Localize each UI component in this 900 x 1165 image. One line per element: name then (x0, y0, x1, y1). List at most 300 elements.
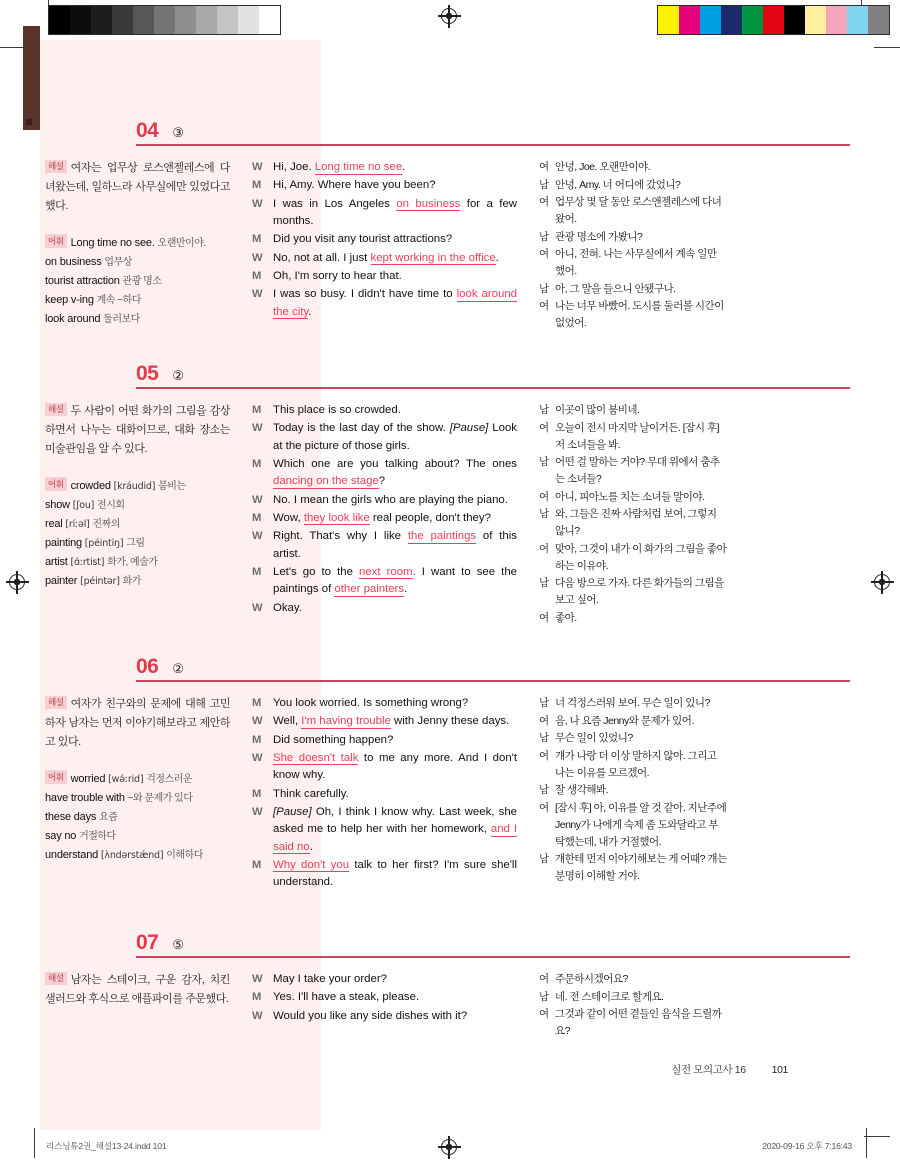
vocabulary-badge: 어휘 (45, 234, 67, 248)
utterance-fragment: Well, (273, 715, 302, 728)
translation-text: [잠시 후] 아, 이유를 알 것 같아. 지난주에 Jenny가 나에게 숙제 좀 도와달라고 부탁했는데, 내가 거절했어. (555, 801, 727, 848)
key-phrase-highlight: look around the city (273, 288, 517, 318)
vocab-meaning: 붐비는 (158, 480, 186, 492)
translation-line (539, 177, 727, 194)
script-column (230, 971, 517, 1041)
translation-line (539, 971, 727, 988)
utterance-fragment: Would you like any side dishes with it? (273, 1009, 468, 1022)
translation-speaker-label: 남 (539, 230, 549, 243)
explanation-badge: 해설 (45, 160, 67, 174)
speaker-label: W (252, 197, 263, 210)
vocabulary-entry (45, 553, 230, 572)
vocabulary-entry (45, 272, 230, 291)
utterance-fragment: real people, don't they? (369, 511, 491, 524)
explanation-badge: 해설 (45, 696, 67, 710)
utterance-text (273, 196, 517, 231)
speaker-label: M (252, 457, 262, 470)
explanation-text-block (45, 971, 230, 1009)
explanation-inner (45, 402, 230, 591)
explanation-inner (45, 695, 230, 865)
utterance-fragment: Did something happen? (273, 733, 394, 746)
utterance-fragment: . (495, 251, 499, 264)
utterance-fragment: Which one are you talking about? The ones (273, 457, 517, 470)
key-phrase-highlight: dancing on the stage (273, 475, 379, 488)
answer-section (40, 641, 860, 893)
vocabulary-entry (45, 808, 230, 827)
script-line (252, 231, 517, 248)
vocabulary-badge: 어휘 (45, 477, 67, 491)
utterance-text (273, 786, 517, 803)
translation-text: 좋아. (555, 611, 577, 624)
vocab-meaning: 관광 명소 (122, 275, 162, 287)
script-line (252, 564, 517, 599)
print-slug-filename: 리스닝튜2권_해설13-24.indd 101 (46, 1141, 167, 1151)
script-line (252, 177, 517, 194)
translation-column (517, 159, 727, 333)
translation-text: 나는 너무 바빴어. 도시를 둘러볼 시간이 없었어. (555, 300, 724, 329)
utterance-fragment: Right. That's why I like (273, 530, 408, 543)
translation-speaker-label: 남 (539, 456, 549, 468)
utterance-fragment: Yes. I'll have a steak, please. (273, 991, 420, 1004)
speaker-label: W (252, 973, 263, 985)
translation-line (539, 610, 727, 627)
translation-column (517, 695, 727, 893)
vocab-word: tourist attraction (45, 274, 120, 287)
translation-text: 다음 방으로 가자. 다른 화가들의 그림을 보고 싶어. (555, 577, 724, 606)
translation-text: 음, 나 요즘 Jenny와 문제가 있어. (555, 714, 694, 727)
utterance-text (273, 177, 517, 194)
translation-text: 걔한테 먼저 이야기해보는 게 어때? 걔는 분명히 이해할 거야. (555, 853, 727, 882)
speaker-label: W (252, 601, 263, 614)
section-header (40, 917, 860, 953)
question-number: 06 (136, 655, 159, 678)
speaker-label: W (252, 288, 263, 301)
utterance-fragment: Oh, I'm sorry to hear that. (273, 269, 402, 282)
utterance-text (273, 402, 517, 419)
translation-line (539, 851, 727, 885)
explanation-badge: 해설 (45, 403, 67, 417)
translation-text: 그것과 같이 어떤 곁들인 음식을 드릴까요? (555, 1008, 722, 1037)
translation-text: 네. 전 스테이크로 할게요. (555, 990, 664, 1003)
translation-line (539, 1006, 727, 1040)
utterance-fragment: talk to her first? I'm sure she'll understand. (273, 858, 517, 889)
key-phrase-highlight: and I said no (273, 823, 517, 853)
script-line (252, 804, 517, 856)
utterance-text (273, 804, 517, 856)
key-phrase-highlight: next room (359, 565, 413, 578)
script-column (230, 402, 517, 627)
utterance-text (273, 857, 517, 892)
question-number: 07 (136, 931, 159, 954)
utterance-fragment: I was so busy. I didn't have time to (273, 288, 457, 301)
speaker-label: W (252, 422, 263, 435)
utterance-fragment: No. I mean the girls who are playing the piano. (273, 493, 508, 506)
utterance-text (273, 564, 517, 599)
translation-column (517, 971, 727, 1041)
translation-speaker-label: 여 (539, 801, 549, 814)
script-column (230, 159, 517, 333)
script-line (252, 456, 517, 491)
vocabulary-list (45, 770, 230, 866)
vocabulary-entry (45, 253, 230, 272)
explanation-text: 여자는 업무상 로스앤젤레스에 다녀왔는데, 일하느라 사무실에만 있었다고 했다. (45, 162, 230, 212)
speaker-label: W (252, 1009, 263, 1022)
vocab-pronunciation: [péintər] (80, 576, 120, 588)
vocabulary-entry (45, 572, 230, 591)
vocab-word: crowded (70, 479, 111, 492)
translation-text: 관광 명소에 가봤니? (555, 230, 643, 243)
utterance-fragment: Did you visit any tourist attractions? (273, 233, 453, 246)
translation-line (539, 989, 727, 1006)
vocab-meaning: 걱정스러운 (146, 773, 193, 785)
translation-column (517, 402, 727, 627)
utterance-text (273, 695, 517, 712)
correct-answer: ② (172, 661, 185, 676)
vocab-meaning: 이해하다 (166, 850, 203, 862)
utterance-text (273, 750, 517, 785)
key-phrase-highlight: kept working in the office (370, 251, 496, 264)
translation-line (539, 402, 727, 419)
translation-line (539, 713, 727, 730)
vocab-pronunciation: [ríːəl] (65, 518, 90, 530)
key-phrase-highlight: She doesn't talk (273, 751, 359, 764)
speaker-label: M (252, 233, 262, 246)
script-line (252, 786, 517, 803)
answer-section (40, 105, 860, 333)
vocab-meaning: 둘러보다 (103, 314, 140, 326)
utterance-text (273, 420, 517, 455)
correct-answer: ③ (172, 125, 185, 140)
script-column (230, 695, 517, 893)
script-line (252, 268, 517, 285)
key-phrase-highlight: Why don't you (273, 858, 350, 871)
speaker-label: M (252, 858, 262, 871)
utterance-fragment: . (309, 840, 313, 853)
script-line (252, 971, 517, 988)
translation-speaker-label: 여 (539, 490, 549, 503)
vocab-word: show (45, 498, 70, 511)
translation-line (539, 159, 727, 176)
translation-text: 주문하시겠어요? (555, 973, 628, 985)
speaker-label: W (252, 530, 263, 543)
vocab-meaning: 그림 (126, 538, 145, 550)
vocab-meaning: 전시회 (97, 499, 125, 511)
utterance-text (273, 250, 517, 267)
translation-speaker-label: 여 (539, 1008, 549, 1020)
utterance-text (273, 971, 517, 988)
vocab-word: painting (45, 537, 82, 550)
key-phrase-highlight: Long time no see (314, 161, 403, 173)
speaker-label: W (252, 251, 263, 264)
section-header (40, 641, 860, 677)
vocab-pronunciation: [kráudid] (113, 480, 156, 492)
question-number: 05 (136, 362, 159, 385)
utterance-text (273, 1008, 517, 1025)
utterance-fragment: Wow, (273, 511, 304, 524)
vocab-pronunciation: [ɑ́ːrtist] (70, 557, 105, 569)
translation-speaker-label: 남 (539, 508, 549, 520)
explanation-text-block (45, 159, 230, 216)
translation-speaker-label: 여 (539, 542, 549, 555)
explanation-column (40, 159, 230, 333)
translation-line (539, 246, 727, 280)
translation-line (539, 748, 727, 782)
vocab-pronunciation: [ʃou] (72, 499, 95, 511)
explanation-column (40, 971, 230, 1041)
utterance-text (273, 268, 517, 285)
explanation-inner (45, 159, 230, 329)
translation-text: 안녕, Amy. 너 어디에 갔었니? (555, 178, 681, 191)
page-number: 101 (771, 1064, 788, 1076)
translation-speaker-label: 남 (539, 784, 549, 796)
utterance-text (273, 600, 517, 617)
translation-line (539, 541, 727, 575)
explanation-column (40, 402, 230, 627)
speaker-label: W (252, 493, 263, 506)
vocab-word: look around (45, 313, 101, 326)
utterance-fragment: Oh, I think I know why. Last week, she asked me to help her with her homework, (273, 805, 517, 836)
page-footer (671, 1062, 788, 1077)
explanation-text-block (45, 402, 230, 459)
vocab-word: keep v-ing (45, 294, 94, 307)
translation-line (539, 575, 727, 609)
utterance-fragment: Let's go to the (273, 565, 359, 578)
correct-answer: ② (172, 368, 185, 383)
utterance-text (273, 159, 517, 176)
speaker-label: W (252, 715, 263, 728)
vocabulary-entry (45, 477, 230, 496)
translation-speaker-label: 여 (539, 611, 549, 624)
vocab-word: painter (45, 575, 78, 588)
explanation-column (40, 695, 230, 893)
translation-speaker-label: 여 (539, 161, 549, 173)
vocab-meaning: 업무상 (104, 256, 132, 268)
stage-direction: [Pause] (273, 805, 312, 818)
translation-speaker-label: 남 (539, 282, 549, 295)
utterance-text (273, 989, 517, 1006)
vocab-word: understand (45, 849, 99, 862)
question-number: 04 (136, 119, 159, 142)
vocabulary-entry (45, 827, 230, 846)
translation-speaker-label: 여 (539, 248, 549, 260)
translation-text: 안녕, Joe. 오랜만이야. (555, 161, 651, 173)
translation-line (539, 281, 727, 298)
vocabulary-entry (45, 234, 230, 253)
script-line (252, 159, 517, 176)
script-line (252, 528, 517, 563)
stage-direction: [Pause] (449, 422, 489, 435)
translation-text: 이곳이 많이 붐비네. (555, 404, 640, 416)
script-line (252, 750, 517, 785)
translation-speaker-label: 남 (539, 853, 549, 865)
vocabulary-entry (45, 310, 230, 329)
vocab-meaning: 계속 ~하다 (96, 295, 141, 307)
utterance-fragment: This place is so crowded. (273, 404, 401, 416)
script-line (252, 857, 517, 892)
vocabulary-entry (45, 789, 230, 808)
answer-section (40, 917, 860, 1041)
translation-text: 업무상 몇 달 동안 로스앤젤레스에 다녀왔어. (555, 196, 722, 225)
vocabulary-entry (45, 515, 230, 534)
translation-speaker-label: 남 (539, 404, 549, 416)
speaker-label: M (252, 697, 262, 709)
speaker-label: M (252, 269, 262, 282)
speaker-label: M (252, 991, 262, 1004)
script-line (252, 492, 517, 509)
translation-text: 걔가 나랑 더 이상 말하지 않아. 그리고 나는 이유를 모르겠어. (555, 749, 717, 779)
utterance-text (273, 231, 517, 248)
utterance-fragment: Hi, Amy. Where have you been? (273, 179, 436, 192)
utterance-fragment: with Jenny these days. (390, 715, 510, 728)
translation-speaker-label: 남 (539, 178, 549, 191)
vocabulary-entry (45, 534, 230, 553)
utterance-fragment: Think carefully. (273, 787, 349, 800)
explanation-inner (45, 971, 230, 1009)
vocab-word: on business (45, 255, 102, 268)
speaker-label: M (252, 565, 262, 578)
vocabulary-entry (45, 846, 230, 865)
translation-line (539, 420, 727, 454)
vocabulary-list (45, 477, 230, 592)
utterance-text (273, 456, 517, 491)
explanation-text: 남자는 스테이크, 구운 감자, 치킨 샐러드와 후식으로 애플파이를 주문했다. (45, 974, 230, 1005)
key-phrase-highlight: other painters (334, 583, 405, 596)
explanation-text: 여자가 친구와의 문제에 대해 고민하자 남자는 먼저 이야기해보라고 제안하고 있다. (45, 698, 230, 748)
vocab-meaning: 오랜만이야. (157, 237, 206, 249)
translation-speaker-label: 여 (539, 196, 549, 208)
translation-text: 아, 그 말을 들으니 안됐구나. (555, 282, 676, 295)
translation-speaker-label: 여 (539, 973, 549, 985)
utterance-fragment: Today is the last day of the show. (273, 422, 450, 435)
section-body (40, 953, 860, 1041)
vocab-meaning: 화가, 예술가 (107, 557, 158, 569)
vocabulary-entry (45, 496, 230, 515)
utterance-fragment: Look at the picture of those girls. (273, 422, 517, 452)
translation-text: 와, 그들은 진짜 사람처럼 보여, 그렇지 않니? (555, 508, 717, 537)
speaker-label: W (252, 161, 263, 173)
translation-line (539, 506, 727, 540)
vocab-word: Long time no see. (70, 236, 155, 249)
speaker-label: W (252, 805, 263, 818)
vocabulary-entry (45, 770, 230, 789)
script-line (252, 510, 517, 527)
script-line (252, 1008, 517, 1025)
footer-title: 실전 모의고사 16 (671, 1064, 746, 1076)
utterance-fragment: . I want to see the paintings of (273, 565, 517, 596)
utterance-fragment: I was in Los Angeles (273, 197, 397, 210)
vocab-word: have trouble with (45, 791, 125, 804)
translation-text: 아니, 전혀. 나는 사무실에서 계속 일만 했어. (555, 248, 717, 277)
vocab-meaning: 요즘 (99, 811, 118, 823)
translation-speaker-label: 여 (539, 714, 549, 727)
utterance-fragment: for a few months. (273, 197, 517, 227)
explanation-text: 두 사람이 어떤 화가의 그림을 감상하면서 나누는 대화이므로, 대화 장소는 미술관임을 알 수 있다. (45, 405, 230, 455)
utterance-text (273, 286, 517, 321)
utterance-text (273, 492, 517, 509)
utterance-text (273, 528, 517, 563)
vocab-word: worried (70, 772, 106, 785)
utterance-fragment: Okay. (273, 601, 302, 614)
translation-speaker-label: 여 (539, 749, 549, 762)
vocab-word: artist (45, 556, 68, 569)
translation-line (539, 229, 727, 246)
translation-line (539, 489, 727, 506)
speaker-label: M (252, 733, 262, 746)
script-line (252, 713, 517, 730)
translation-speaker-label: 남 (539, 577, 549, 589)
script-line (252, 695, 517, 712)
correct-answer: ⑤ (172, 937, 185, 952)
translation-line (539, 730, 727, 747)
translation-speaker-label: 남 (539, 697, 549, 709)
section-body (40, 141, 860, 333)
utterance-fragment: . (308, 305, 312, 318)
script-line (252, 250, 517, 267)
translation-text: 어떤 걸 말하는 거야? 무대 위에서 춤추는 소녀들? (555, 456, 720, 485)
speaker-label: M (252, 511, 262, 524)
explanation-badge: 해설 (45, 972, 67, 986)
print-slug-timestamp: 2020-09-16 오후 7:16:43 (762, 1141, 852, 1151)
speaker-label: M (252, 787, 262, 800)
section-body (40, 384, 860, 627)
translation-text: 무슨 일이 있었니? (555, 732, 633, 744)
utterance-fragment: No, not at all. I just (273, 251, 371, 264)
speaker-label: M (252, 404, 262, 416)
utterance-fragment: . (402, 161, 406, 173)
translation-text: 너 걱정스러워 보여. 무슨 일이 있니? (555, 697, 710, 709)
translation-text: 맞아, 그것이 내가 이 화가의 그림을 좋아하는 이유야. (555, 542, 727, 572)
key-phrase-highlight: on business (396, 197, 461, 210)
vocab-pronunciation: [péintiŋ] (84, 538, 124, 550)
translation-speaker-label: 남 (539, 990, 549, 1003)
translation-line (539, 454, 727, 488)
utterance-fragment: ? (378, 475, 386, 488)
translation-speaker-label: 여 (539, 300, 549, 312)
script-line (252, 420, 517, 455)
vocab-word: real (45, 517, 63, 530)
utterance-fragment: You look worried. Is something wrong? (273, 697, 469, 709)
translation-line (539, 695, 727, 712)
key-phrase-highlight: the paintings (407, 530, 477, 543)
utterance-fragment: May I take your order? (273, 973, 387, 985)
utterance-fragment: . (404, 583, 408, 596)
speaker-label: W (252, 751, 263, 764)
speaker-label: M (252, 179, 262, 192)
utterance-fragment: of this artist. (273, 530, 517, 560)
translation-speaker-label: 남 (539, 732, 549, 744)
utterance-text (273, 732, 517, 749)
script-line (252, 600, 517, 617)
vocab-pronunciation: [wə́ːrid] (108, 773, 144, 785)
script-line (252, 989, 517, 1006)
utterance-fragment: to me any more. And I don't know why. (273, 751, 517, 782)
translation-text: 오늘이 전시 마지막 날이거든. [잠시 후] 저 소녀들을 봐. (555, 421, 719, 451)
section-body (40, 677, 860, 893)
vocab-word: these days (45, 810, 97, 823)
answer-section (40, 348, 860, 627)
translation-line (539, 194, 727, 228)
script-line (252, 196, 517, 231)
vocab-meaning: 거절하다 (79, 831, 116, 843)
vocab-meaning: ~와 문제가 있다 (127, 792, 193, 804)
utterance-text (273, 713, 517, 730)
script-line (252, 286, 517, 321)
vocab-meaning: 화가 (122, 576, 141, 588)
translation-text: 잘 생각해봐. (555, 784, 609, 796)
script-line (252, 732, 517, 749)
translation-line (539, 800, 727, 851)
translation-text: 아니, 피아노를 치는 소녀들 말이야. (555, 490, 705, 503)
